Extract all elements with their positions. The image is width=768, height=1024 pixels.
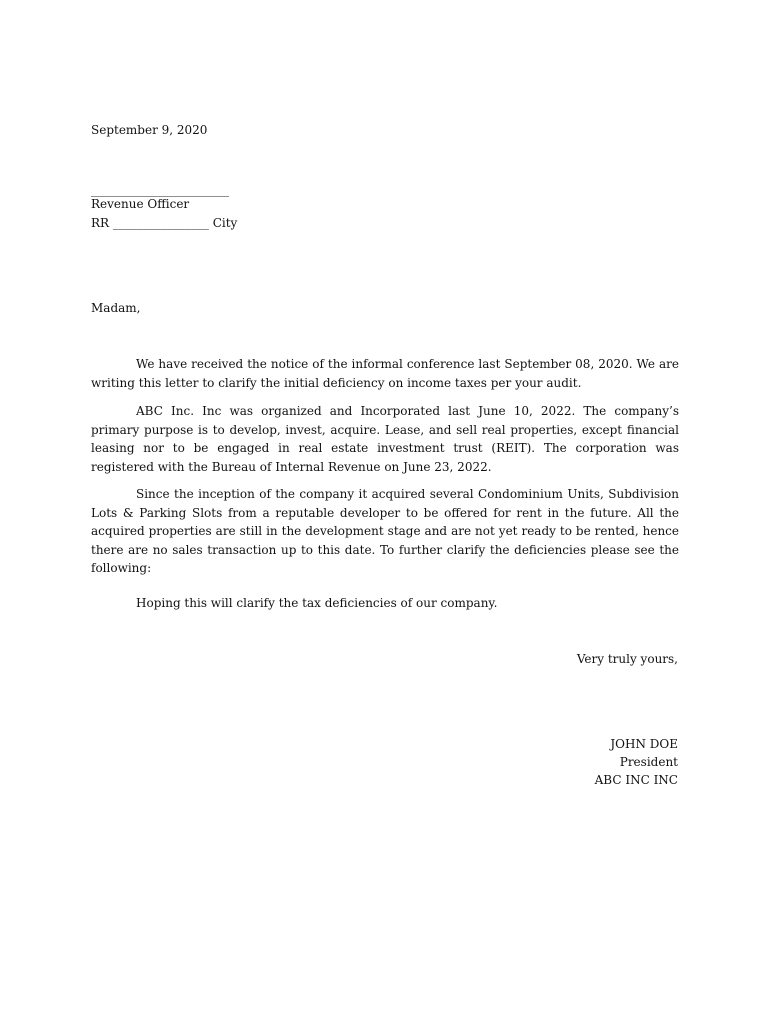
signature-block: [595, 735, 678, 789]
recipient-name-blank: _______________________: [91, 183, 229, 197]
recipient-city-line: RR ________________ City: [91, 216, 238, 230]
paragraph-text: Hoping this will clarify the tax deficiencies of our company.: [136, 596, 498, 610]
paragraph-text: We have received the notice of the informal conference last September 08, 2020. We are writing this letter to clarify the initial deficiency on income taxes per your audit.: [91, 357, 679, 390]
recipient-title: Revenue Officer: [91, 197, 190, 211]
salutation: Madam,: [91, 301, 141, 315]
paragraph-text: ABC Inc. Inc was organized and Incorporated last June 10, 2022. The company’s primary purpose is to develop, invest, acquire. Lease, and sell real properties, except financial leasing nor to be engaged in real estate investment trust (REIT). The corporation was registered with the Bureau of Internal Revenue on June 23, 2022.: [91, 404, 679, 474]
signatory-company: ABC INC INC: [594, 773, 678, 787]
body-paragraph-1: [91, 355, 679, 392]
body-paragraph-3: [91, 485, 679, 578]
body-paragraph-2: [91, 402, 679, 476]
signatory-title: President: [619, 755, 678, 769]
body-paragraph-4: [91, 594, 679, 613]
paragraph-text: Since the inception of the company it acquired several Condominium Units, Subdivision Lots & Parking Slots from a reputable developer to be offered for rent in the future. All the acquired properties are still in the development stage and are not yet ready to be rented, hence there are no sales transaction up to this date. To further clarify the deficiencies please see the following:: [91, 487, 679, 575]
closing-line: Very truly yours,: [576, 652, 678, 666]
letter-date: September 9, 2020: [91, 123, 208, 137]
signatory-name: JOHN DOE: [610, 737, 678, 751]
